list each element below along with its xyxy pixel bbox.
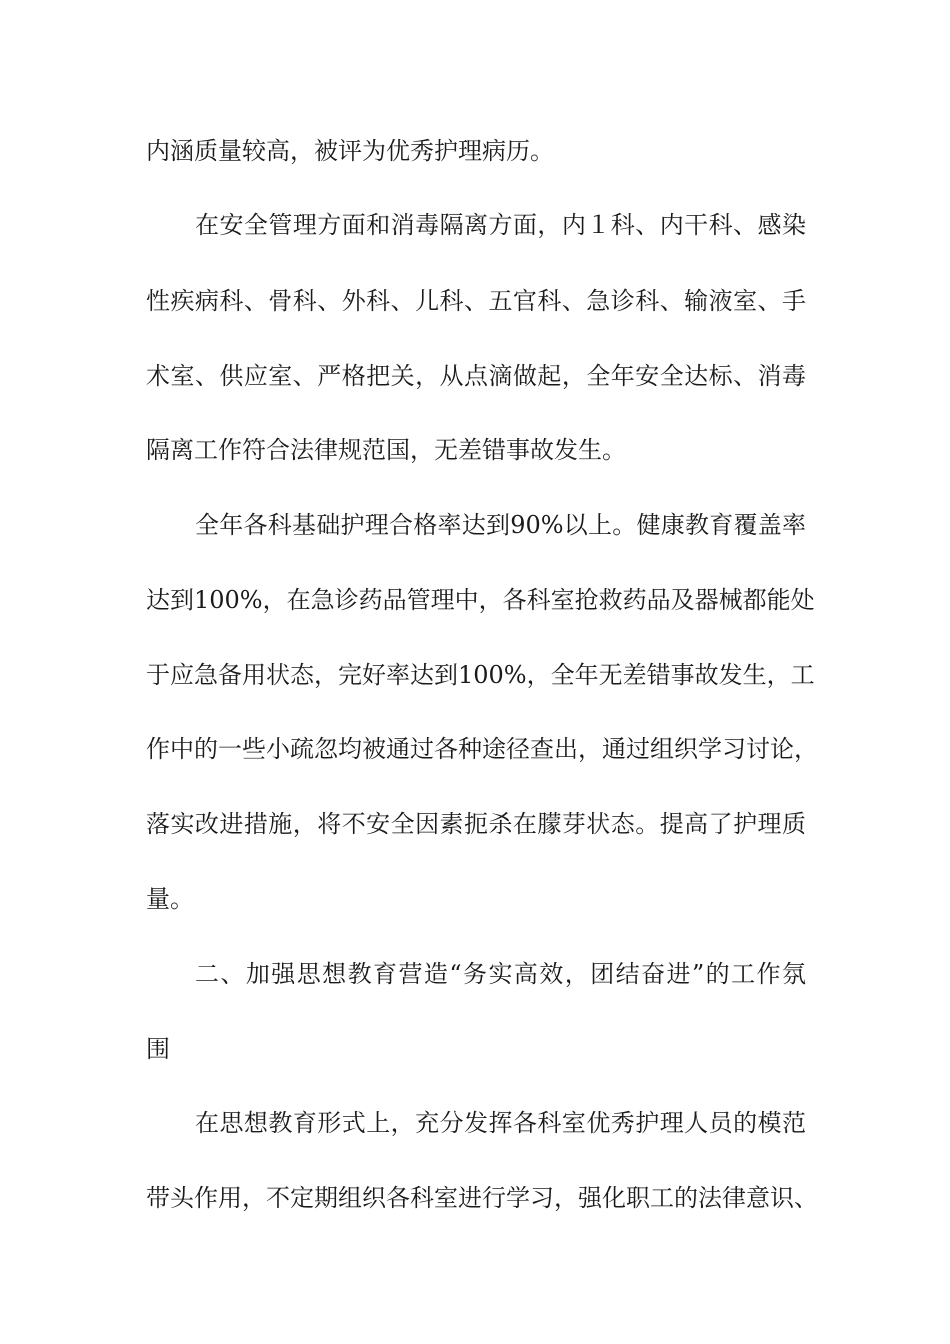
section-heading: 二、加强思想教育营造“务实高效，团结奋进”的工作氛 [195,960,806,988]
text-line: 作中的一些小疏忽均被通过各种途径查出，通过组织学习讨论， [146,735,818,763]
text-line: 于应急备用状态，完好率达到100%，全年无差错事故发生，工 [146,661,815,689]
text-line: 落实改进措施，将不安全因素扼杀在朦芽状态。提高了护理质 [146,810,806,838]
text-line: 达到100%，在急诊药品管理中，各科室抢救药品及器械都能处 [146,586,815,614]
text-line: 在安全管理方面和消毒隔离方面，内１科、内干科、感染 [195,211,806,239]
text-line: 隔离工作符合法律规范国，无差错事故发生。 [146,436,626,464]
text-line: 全年各科基础护理合格率达到90%以上。健康教育覆盖率 [195,511,806,539]
text-line: 内涵质量较高，被评为优秀护理病历。 [146,137,554,165]
section-heading-continued: 围 [146,1035,170,1063]
text-line: 带头作用，不定期组织各科室进行学习，强化职工的法律意识、 [146,1184,818,1212]
text-line: 性疾病科、骨科、外科、儿科、五官科、急诊科、输液室、手 [146,287,806,315]
text-line: 术室、供应室、严格把关，从点滴做起，全年安全达标、消毒 [146,362,806,390]
text-line: 量。 [146,885,194,913]
text-line: 在思想教育形式上，充分发挥各科室优秀护理人员的模范 [195,1109,806,1137]
